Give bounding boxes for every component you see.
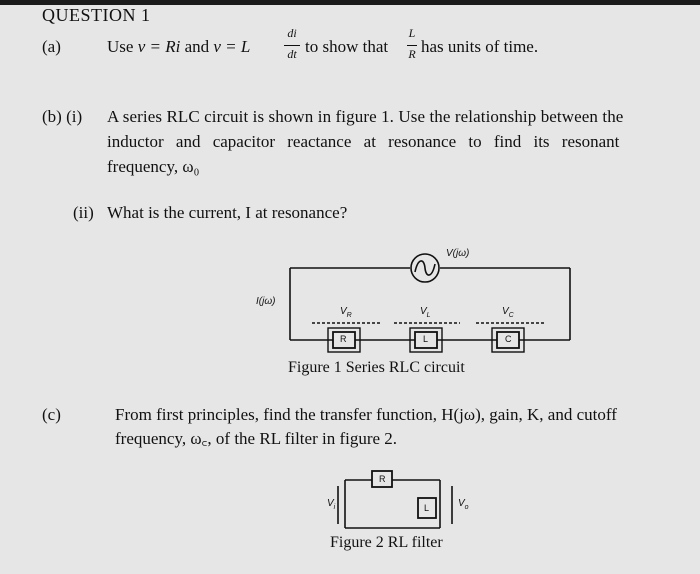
fig2-l-label: L	[424, 503, 430, 513]
frac-di-numerator: di	[287, 26, 297, 40]
part-b-line-1: A series RLC circuit is shown in figure 1. Use the relationship between the	[107, 107, 624, 126]
frac-di-denominator: dt	[287, 47, 297, 61]
c-component-label: C	[505, 334, 512, 344]
part-b-line-3: frequency, ω₀	[107, 157, 200, 176]
part-a-text-3: to show that	[305, 37, 389, 56]
figure-2-caption: Figure 2 RL filter	[330, 534, 443, 551]
part-c-line-1: From first principles, find the transfer function, H(jω), gain, K, and cutoff	[115, 405, 617, 424]
vr-label: $V_R$	[340, 306, 352, 319]
vc-label: $V_C$	[502, 306, 514, 319]
fig2-r-label: R	[379, 474, 386, 484]
part-b-ii-label: (ii)	[73, 203, 94, 222]
part-a-eq-2: v = L	[213, 37, 251, 56]
source-label: V(jω)	[446, 248, 470, 259]
r-component-label: R	[340, 334, 347, 344]
part-c-label: (c)	[42, 405, 61, 424]
part-b-line-2: inductor and capacitor reactance at resonance to find its resonant	[107, 132, 620, 151]
figure-1-caption: Figure 1 Series RLC circuit	[288, 359, 465, 376]
vi-label: $V_i$	[327, 498, 336, 511]
part-b-ii-text: What is the current, I at resonance?	[107, 203, 348, 222]
part-b-label: (b) (i)	[42, 107, 83, 126]
frac-r-denominator: R	[408, 47, 416, 61]
current-label: I(jω)	[256, 296, 276, 307]
part-a-text-1: Use	[107, 37, 138, 56]
question-title: QUESTION 1	[42, 5, 151, 25]
part-a-label: (a)	[42, 37, 61, 56]
part-a-text-4: has units of time.	[421, 37, 539, 56]
l-component-label: L	[423, 334, 429, 344]
frac-l-numerator: L	[408, 26, 416, 40]
part-a-eq-1: v = Ri	[137, 37, 181, 56]
vo-label: $V_o$	[458, 498, 469, 511]
part-c-line-2: frequency, ω꜀, of the RL filter in figure 2.	[115, 429, 398, 448]
vl-label: $V_L$	[420, 306, 431, 319]
part-a-text-2: and	[180, 37, 214, 56]
